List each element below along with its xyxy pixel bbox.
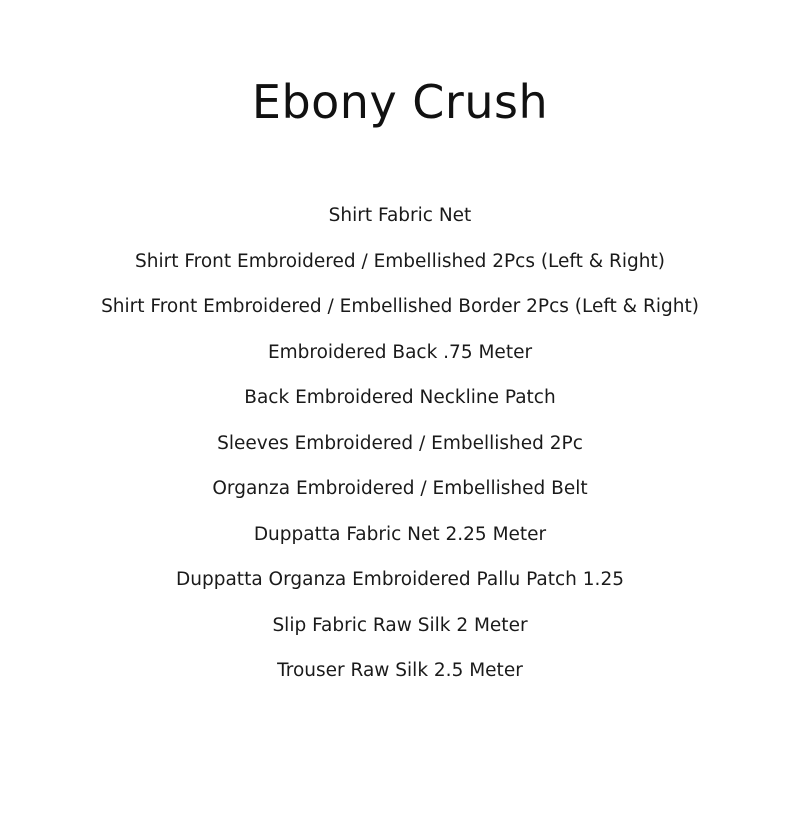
detail-item: Duppatta Fabric Net 2.25 Meter <box>253 523 547 545</box>
detail-item: Shirt Fabric Net <box>328 205 472 226</box>
detail-item: Sleeves Embroidered / Embellished 2Pc <box>217 432 583 454</box>
detail-item: Shirt Front Embroidered / Embellished Border 2Pcs (Left & Right) <box>101 296 699 317</box>
detail-item: Back Embroidered Neckline Patch <box>244 387 556 408</box>
product-title: Ebony Crush <box>251 75 549 129</box>
detail-item: Trouser Raw Silk 2.5 Meter <box>277 660 523 681</box>
detail-item: Slip Fabric Raw Silk 2 Meter <box>272 614 528 636</box>
detail-item: Embroidered Back .75 Meter <box>267 341 533 363</box>
fabric-details-list <box>0 200 800 701</box>
detail-item: Shirt Front Embroidered / Embellished 2Pcs (Left & Right) <box>135 250 665 272</box>
detail-item: Duppatta Organza Embroidered Pallu Patch 1.25 <box>176 569 624 590</box>
detail-item: Organza Embroidered / Embellished Belt <box>212 478 588 499</box>
